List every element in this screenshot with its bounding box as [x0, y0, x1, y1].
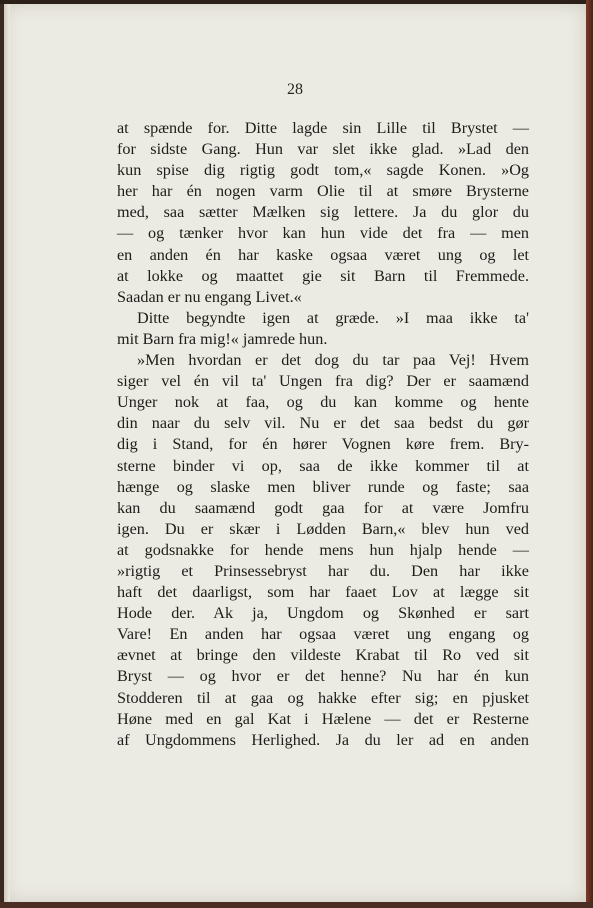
body-text [117, 118, 529, 751]
text-line: af Ungdommens Herlighed. Ja du ler ad en anden [117, 730, 529, 749]
text-line: »Men hvordan er det dog du tar paa Vej! Hvem [137, 351, 529, 370]
book-page [4, 4, 586, 902]
text-line: en anden én har kaske ogsaa været ung og let [117, 245, 529, 264]
text-line: at godsnakke for hende mens hun hjalp hende — [117, 540, 529, 559]
text-line: din naar du selv vil. Nu er det saa bedst du gør [117, 414, 529, 433]
text-line: her har én nogen varm Olie til at smøre Brysterne [117, 182, 529, 201]
book-bottom-edge [0, 902, 593, 908]
text-line: Høne med en gal Kat i Hælene — det er Resterne [117, 709, 529, 728]
text-line: igen. Du er skær i Lødden Barn,« blev hun ved [117, 519, 529, 538]
text-line: kan du saamænd godt gaa for at være Jomfru [117, 498, 529, 517]
text-line: Hode der. Ak ja, Ungdom og Skønhed er sart [117, 604, 529, 623]
text-line: Saadan er nu engang Livet.« [117, 287, 302, 306]
text-line: at spænde for. Ditte lagde sin Lille til Brystet — [117, 119, 529, 137]
text-line: med, saa sætter Mælken sig lettere. Ja du glor du [117, 203, 529, 222]
text-line: sterne binder vi op, saa de ikke kommer til at [117, 456, 529, 475]
text-line: Bryst — og hvor er det henne? Nu har én kun [117, 667, 529, 686]
text-line: Ditte begyndte igen at græde. »I maa ikke ta' [137, 308, 529, 327]
text-line: hænge og slaske men bliver runde og faste; saa [117, 477, 529, 496]
text-line: dig i Stand, for én hører Vognen køre frem. Bry- [117, 435, 529, 454]
text-line: ævnet at bringe den vildeste Krabat til Ro ved sit [117, 646, 529, 665]
text-line: — og tænker hvor kan hun vide det fra — men [117, 224, 529, 243]
text-line: Vare! En anden har ogsaa været ung engang og [117, 625, 529, 644]
page-gutter-shadow [4, 4, 10, 902]
text-line: siger vel én vil ta' Ungen fra dig? Der er saamænd [117, 372, 529, 391]
text-line: mit Barn fra mig!« jamrede hun. [117, 329, 328, 348]
page-number: 28 [287, 81, 303, 98]
text-line: »rigtig et Prinsessebryst har du. Den har ikke [117, 561, 529, 580]
text-line: for sidste Gang. Hun var slet ikke glad. »Lad den [117, 140, 529, 159]
book-cover-edge [586, 0, 593, 908]
text-line: at lokke og maattet gie sit Barn til Fremmede. [117, 266, 529, 285]
text-line: kun spise dig rigtig godt tom,« sagde Konen. »Og [117, 161, 529, 180]
text-line: haft det daarligst, som har faaet Lov at lægge sit [117, 583, 529, 602]
text-line: Unger nok at faa, og du kan komme og hente [117, 393, 529, 412]
text-line: Stodderen til at gaa og hakke efter sig; en pjusket [117, 688, 529, 707]
